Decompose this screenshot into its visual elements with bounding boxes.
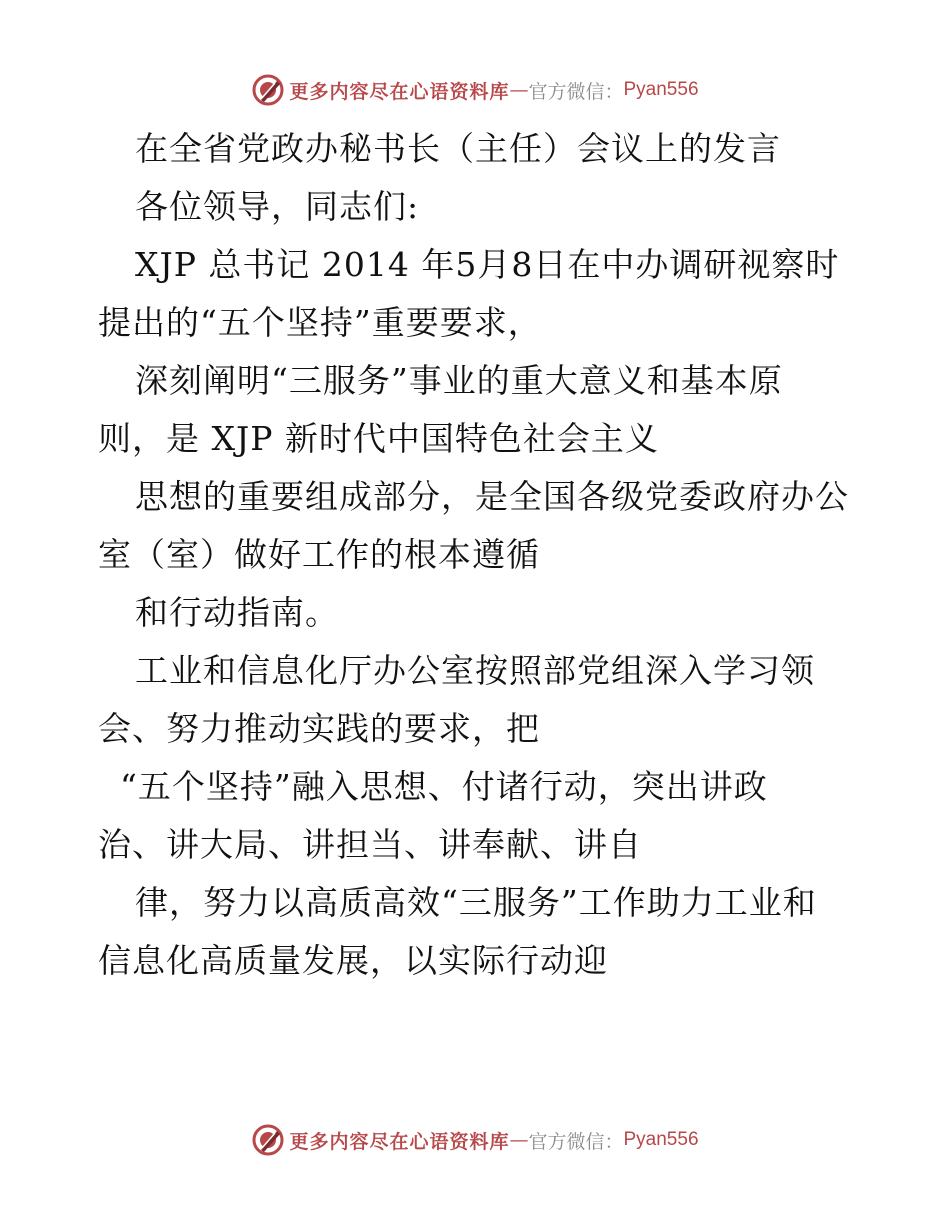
- paragraph-line: 信息化高质量发展，以实际行动迎: [98, 941, 608, 980]
- header-watermark-banner: [0, 70, 950, 110]
- salutation: 各位领导，同志们:: [135, 187, 420, 226]
- paragraph-line: 工业和信息化厅办公室按照部党组深入学习领: [135, 651, 815, 690]
- paragraph-line: 治、讲大局、讲担当、讲奉献、讲自: [98, 825, 642, 864]
- banner-handle: Pyan556: [623, 1129, 699, 1150]
- banner-official-label: 官方微信：: [528, 1130, 624, 1153]
- banner-handle: Pyan556: [623, 79, 699, 100]
- pen-circle-logo-icon: [251, 1123, 285, 1157]
- document-body: [98, 120, 878, 990]
- banner-dash: —: [509, 79, 529, 101]
- paragraph-line: 室（室）做好工作的根本遵循: [98, 535, 540, 574]
- paragraph-line: 则，是 XJP 新时代中国特色社会主义: [98, 419, 659, 458]
- pen-circle-logo-icon: [251, 73, 285, 107]
- paragraph-line: “五个坚持”融入思想、付诸行动，突出讲政: [120, 767, 768, 806]
- banner-main-text: 更多内容尽在心语资料库: [289, 1130, 510, 1153]
- paragraph-line: 会、努力推动实践的要求，把: [98, 709, 540, 748]
- banner-main-text: 更多内容尽在心语资料库: [289, 80, 510, 103]
- paragraph-line: 律，努力以高质高效“三服务”工作助力工业和: [135, 883, 817, 922]
- paragraph-line: XJP 总书记 2014 年5月8日在中办调研视察时: [135, 245, 840, 284]
- banner-official-label: 官方微信：: [528, 80, 624, 103]
- banner-dash: —: [509, 1129, 529, 1151]
- document-title: 在全省党政办秘书长（主任）会议上的发言: [135, 129, 781, 168]
- paragraph-line: 思想的重要组成部分，是全国各级党委政府办公: [135, 477, 849, 516]
- paragraph-line: 提出的“五个坚持”重要要求，: [98, 303, 542, 342]
- paragraph-line: 和行动指南。: [135, 593, 339, 632]
- paragraph-line: 深刻阐明“三服务”事业的重大意义和基本原: [135, 361, 783, 400]
- footer-watermark-banner: [0, 1120, 950, 1160]
